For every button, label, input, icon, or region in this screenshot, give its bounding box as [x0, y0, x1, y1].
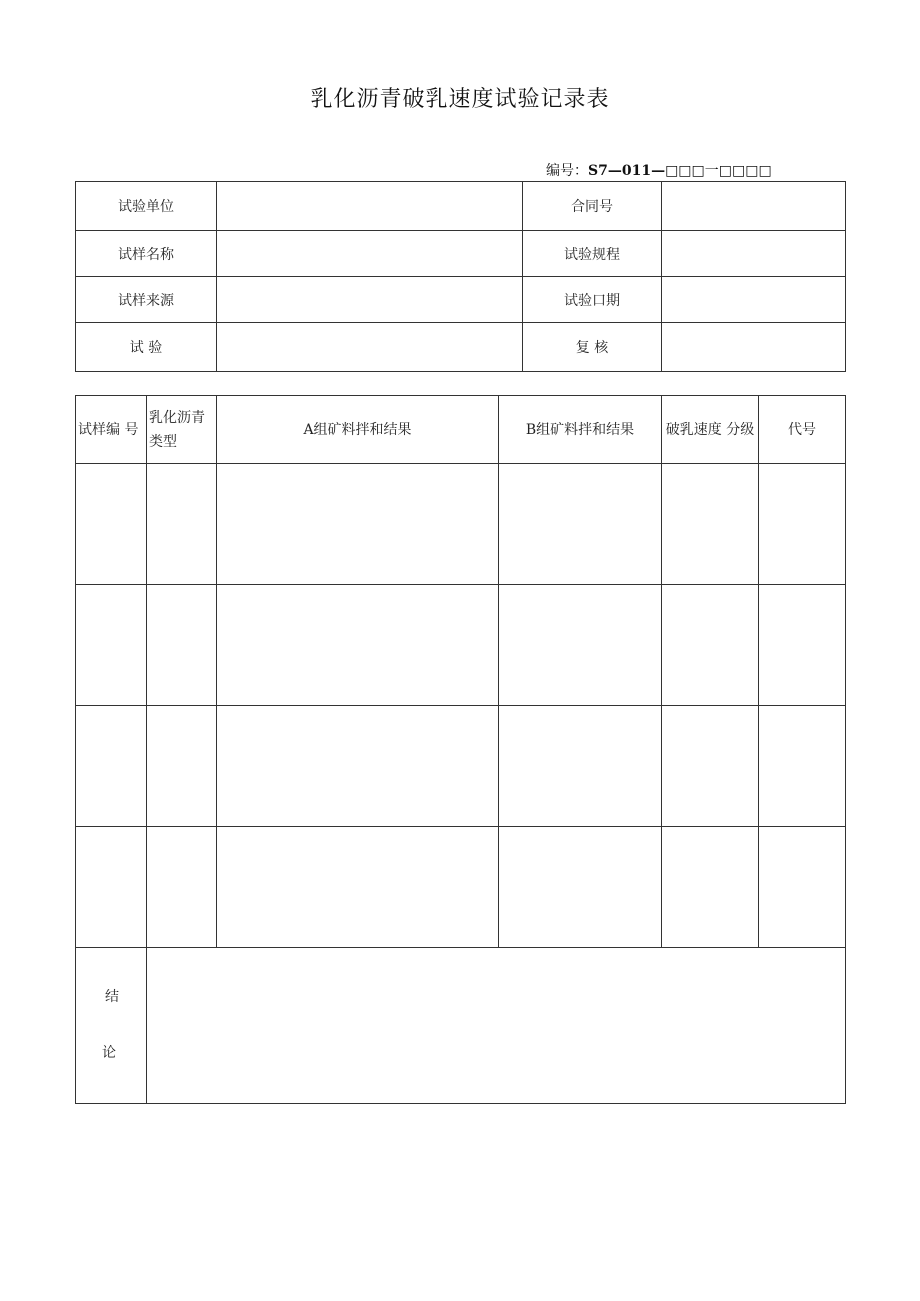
document-number-value: S7—011—: [588, 163, 666, 179]
sample-name-field[interactable]: [217, 231, 523, 277]
group-a-cell[interactable]: [217, 585, 499, 706]
info-row: [76, 277, 846, 323]
header-code: 代号: [759, 396, 846, 464]
info-row: [76, 323, 846, 372]
sample-source-field[interactable]: [217, 277, 523, 323]
test-procedure-label: 试验规程: [523, 231, 662, 277]
test-unit-field[interactable]: [217, 182, 523, 231]
conclusion-label: [76, 948, 147, 1104]
contract-no-field[interactable]: [662, 182, 846, 231]
demulsify-grade-cell[interactable]: [662, 706, 759, 827]
header-group-a: A组矿料拌和结果: [217, 396, 499, 464]
tester-label: 试 验: [76, 323, 217, 372]
demulsify-grade-cell[interactable]: [662, 585, 759, 706]
table-row: [76, 827, 846, 948]
sample-source-label: 试样来源: [76, 277, 217, 323]
table-row: [76, 585, 846, 706]
sample-no-cell[interactable]: [76, 827, 147, 948]
emulsion-type-cell[interactable]: [147, 827, 217, 948]
group-a-cell[interactable]: [217, 827, 499, 948]
code-cell[interactable]: [759, 706, 846, 827]
header-group-b: B组矿料拌和结果: [499, 396, 662, 464]
test-date-label: 试验口期: [523, 277, 662, 323]
info-row: [76, 231, 846, 277]
group-b-cell[interactable]: [499, 585, 662, 706]
test-date-field[interactable]: [662, 277, 846, 323]
sample-name-label: 试样名称: [76, 231, 217, 277]
table-row: [76, 706, 846, 827]
emulsion-type-cell[interactable]: [147, 464, 217, 585]
group-b-cell[interactable]: [499, 464, 662, 585]
test-procedure-field[interactable]: [662, 231, 846, 277]
results-table: [75, 395, 846, 1104]
info-row: [76, 182, 846, 231]
group-a-cell[interactable]: [217, 706, 499, 827]
tester-field[interactable]: [217, 323, 523, 372]
header-sample-no: 试样编 号: [76, 396, 147, 464]
conclusion-char-1: 结: [105, 989, 119, 1005]
demulsify-grade-cell[interactable]: [662, 827, 759, 948]
demulsify-grade-cell[interactable]: [662, 464, 759, 585]
group-b-cell[interactable]: [499, 706, 662, 827]
reviewer-label: 复 核: [523, 323, 662, 372]
emulsion-type-cell[interactable]: [147, 706, 217, 827]
table-row: [76, 464, 846, 585]
conclusion-char-2: 论: [102, 1045, 116, 1061]
reviewer-field[interactable]: [662, 323, 846, 372]
document-number-label: 编号：: [546, 163, 588, 179]
code-cell[interactable]: [759, 464, 846, 585]
info-table: [75, 181, 846, 372]
results-header-row: [76, 396, 846, 464]
test-unit-label: 试验单位: [76, 182, 217, 231]
contract-no-label: 合同号: [523, 182, 662, 231]
emulsion-type-cell[interactable]: [147, 585, 217, 706]
code-cell[interactable]: [759, 827, 846, 948]
group-b-cell[interactable]: [499, 827, 662, 948]
sample-no-cell[interactable]: [76, 585, 147, 706]
conclusion-field[interactable]: [147, 948, 846, 1104]
header-emulsion-type: 乳化沥青类型: [147, 396, 217, 464]
document-number: [546, 160, 772, 180]
header-demulsify-grade: 破乳速度 分级: [662, 396, 759, 464]
sample-no-cell[interactable]: [76, 706, 147, 827]
group-a-cell[interactable]: [217, 464, 499, 585]
sample-no-cell[interactable]: [76, 464, 147, 585]
conclusion-row: [76, 948, 846, 1104]
code-cell[interactable]: [759, 585, 846, 706]
page-title: 乳化沥青破乳速度试验记录表: [310, 87, 610, 112]
document-number-suffix: □□□一□□□□: [665, 163, 772, 179]
